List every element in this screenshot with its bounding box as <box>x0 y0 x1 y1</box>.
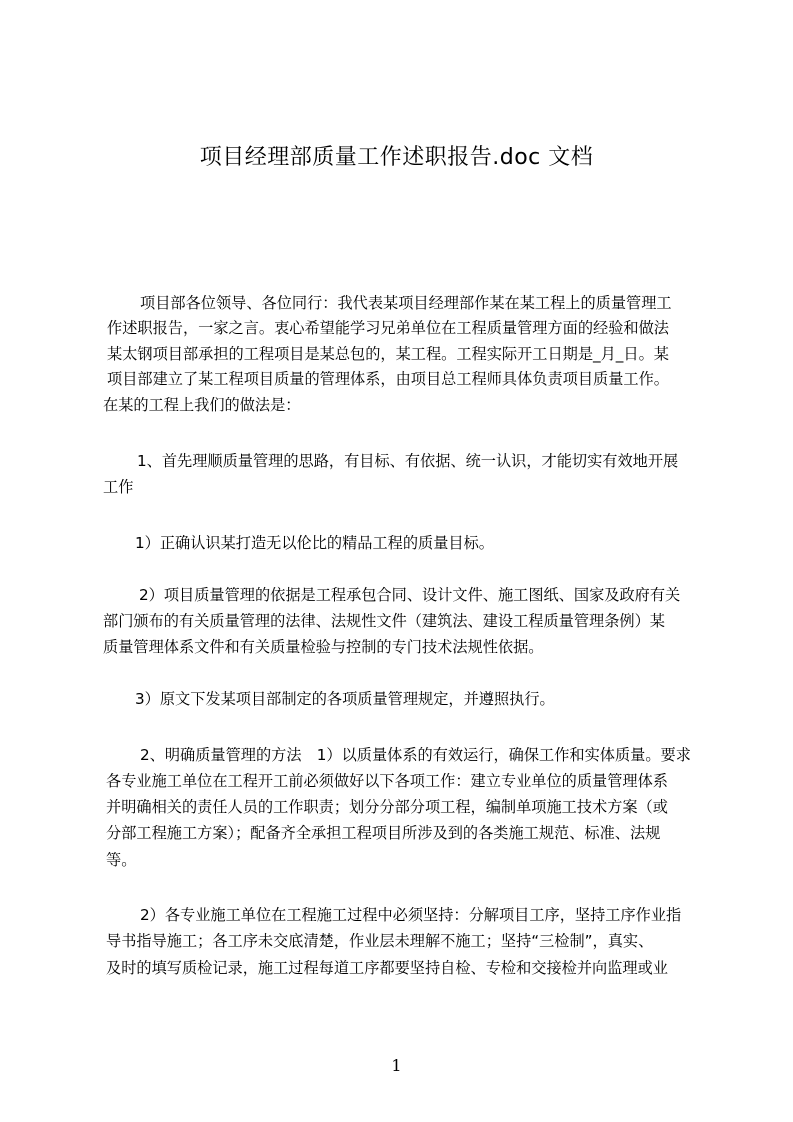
paragraph-line: 各专业施工单位在工程开工前必须做好以下各项工作：建立专业单位的质量管理体系 <box>106 772 668 790</box>
paragraph-line: 2）各专业施工单位在工程施工过程中必须坚持：分解项目工序，坚持工序作业指 <box>140 906 682 924</box>
paragraph-line: 工作 <box>103 478 134 496</box>
paragraph-line: 项目部各位领导、各位同行：我代表某项目经理部作某在某工程上的质量管理工 <box>140 294 672 312</box>
paragraph-line: 项目部建立了某工程项目质量的管理体系，由项目总工程师具体负责项目质量工作。 <box>107 370 669 388</box>
paragraph-line: 部门颁布的有关质量管理的法律、法规性文件（建筑法、建设工程质量管理条例）某 <box>103 612 665 630</box>
paragraph-line: 某太钢项目部承担的工程项目是某总包的，某工程。工程实际开工日期是_月_日。某 <box>107 345 669 363</box>
paragraph-line: 分部工程施工方案）；配备齐全承担工程项目所涉及到的各类施工规范、标准、法规 <box>106 824 661 842</box>
page-number: 1 <box>391 1056 402 1075</box>
paragraph-line: 导书指导施工；各工序未交底清楚，作业层未理解不施工；坚持“三检制”，真实、 <box>106 932 654 950</box>
paragraph-line: 1）正确认识某打造无以伦比的精品工程的质量目标。 <box>135 534 494 552</box>
paragraph-line: 3）原文下发某项目部制定的各项质量管理规定，并遵照执行。 <box>135 690 555 708</box>
paragraph-line: 及时的填写质检记录，施工过程每道工序都要坚持自检、专检和交接检并向监理或业 <box>106 959 668 977</box>
paragraph-line: 1、首先理顺质量管理的思路，有目标、有依据、统一认识，才能切实有效地开展 <box>137 452 679 470</box>
paragraph-line: 质量管理体系文件和有关质量检验与控制的专门技术法规性依据。 <box>103 638 544 656</box>
paragraph-line: 2）项目质量管理的依据是工程承包合同、设计文件、施工图纸、国家及政府有关 <box>139 586 681 604</box>
document-title: 项目经理部质量工作述职报告.doc 文档 <box>199 145 594 170</box>
paragraph-line: 等。 <box>106 851 137 869</box>
paragraph-line: 作述职报告，一家之言。衷心希望能学习兄弟单位在工程质量管理方面的经验和做法 <box>107 319 669 337</box>
paragraph-line: 2、明确质量管理的方法 1）以质量体系的有效运行，确保工作和实体质量。要求 <box>140 746 691 764</box>
paragraph-line: 并明确相关的责任人员的工作职责；划分分部分项工程，编制单项施工技术方案（或 <box>106 798 668 816</box>
paragraph-line: 在某的工程上我们的做法是： <box>103 396 301 414</box>
